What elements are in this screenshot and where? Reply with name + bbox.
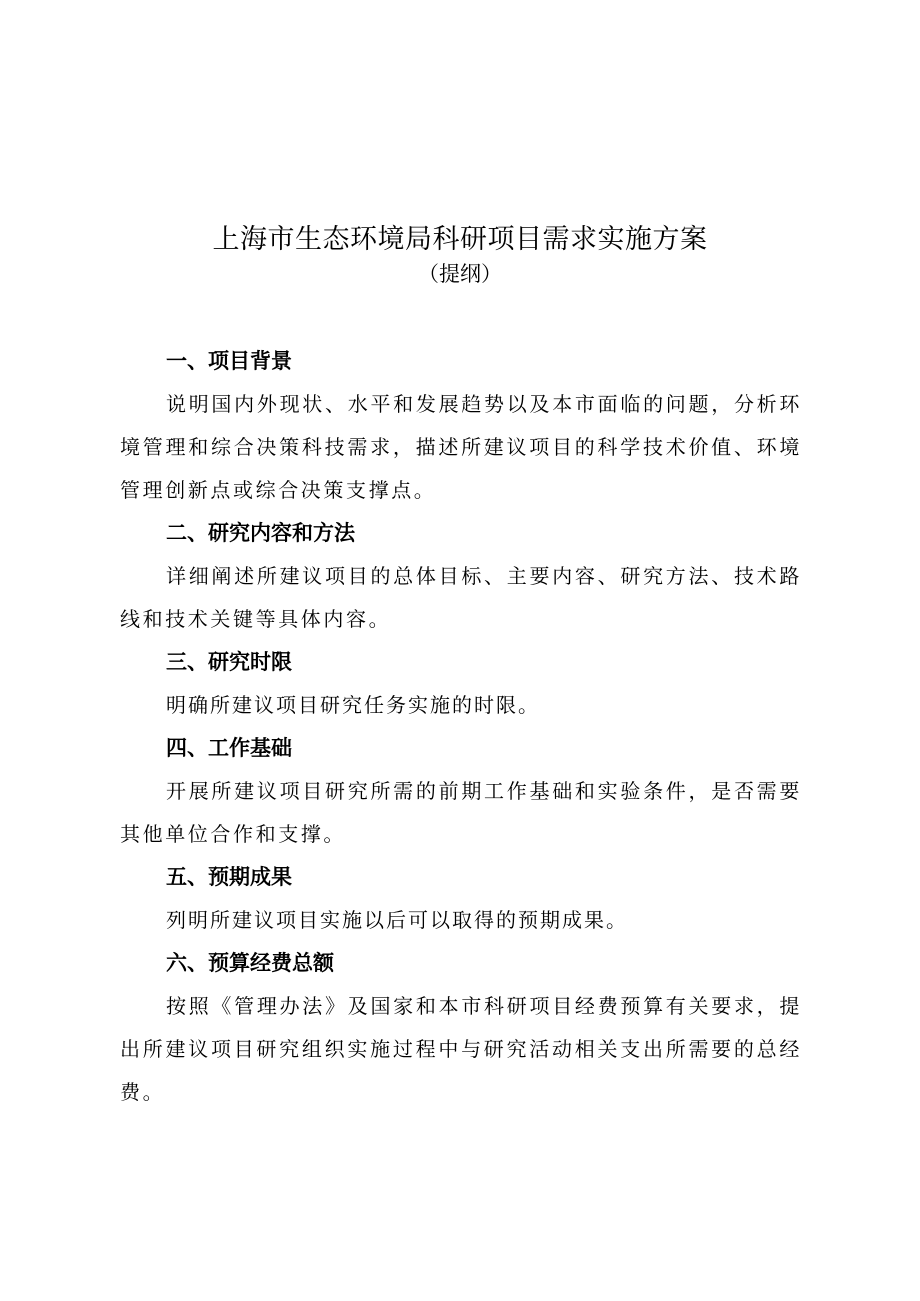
section-content-methods [120,512,802,641]
document-body [120,340,802,1114]
section-heading: 一、项目背景 [166,349,292,373]
section-heading: 六、预算经费总额 [166,951,334,975]
section-paragraph: 开展所建议项目研究所需的前期工作基础和实验条件，是否需要其他单位合作和支撑。 [120,779,802,846]
section-expected-results [120,856,802,942]
section-paragraph: 详细阐述所建议项目的总体目标、主要内容、研究方法、技术路线和技术关键等具体内容。 [120,564,802,631]
section-paragraph: 明确所建议项目研究任务实施的时限。 [166,693,540,717]
section-heading: 二、研究内容和方法 [166,521,355,545]
section-work-foundation [120,727,802,856]
section-paragraph: 按照《管理办法》及国家和本市科研项目经费预算有关要求，提出所建议项目研究组织实施过程中与研究活动相关支出所需要的总经费。 [120,994,802,1104]
section-background [120,340,802,512]
section-paragraph: 列明所建议项目实施以后可以取得的预期成果。 [166,908,628,932]
section-heading: 三、研究时限 [166,650,292,674]
section-budget-total [120,942,802,1114]
section-heading: 五、预期成果 [166,865,292,889]
document-title: 上海市生态环境局科研项目需求实施方案 [212,224,708,255]
section-heading: 四、工作基础 [166,736,292,760]
document-subtitle: （提纲） [418,262,502,286]
section-paragraph: 说明国内外现状、水平和发展趋势以及本市面临的问题，分析环境管理和综合决策科技需求，描述所建议项目的科学技术价值、环境管理创新点或综合决策支撑点。 [120,392,802,502]
section-time-limit [120,641,802,727]
